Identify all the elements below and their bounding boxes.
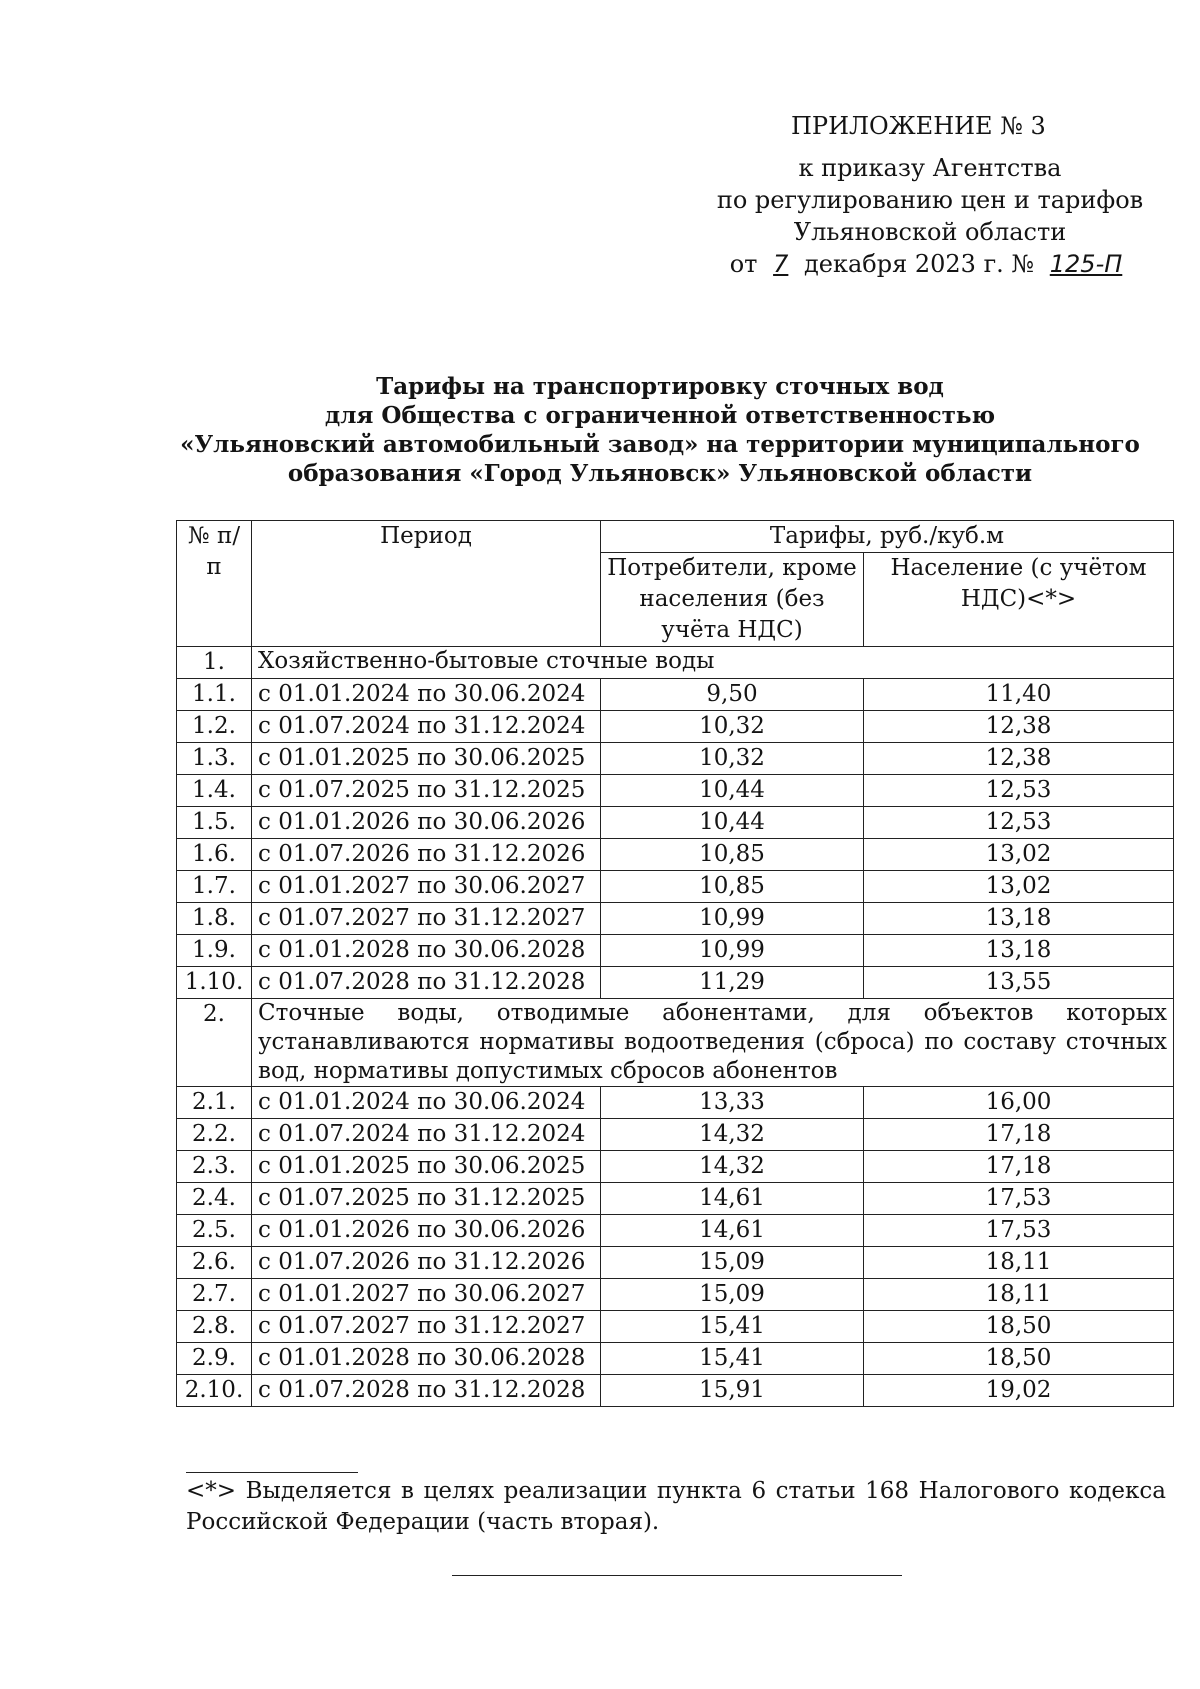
row-number: 1.5.: [177, 807, 252, 839]
row-number: 2.7.: [177, 1279, 252, 1311]
row-period: с 01.01.2026 по 30.06.2026: [252, 807, 601, 839]
tariff-table-body: [177, 521, 1174, 1407]
row-consumers-tariff: 10,32: [601, 711, 864, 743]
row-number: 2.6.: [177, 1247, 252, 1279]
row-number: 1.3.: [177, 743, 252, 775]
row-period: с 01.01.2025 по 30.06.2025: [252, 743, 601, 775]
row-population-tariff: 12,38: [864, 743, 1174, 775]
row-population-tariff: 19,02: [864, 1375, 1174, 1407]
row-period: с 01.07.2026 по 31.12.2026: [252, 839, 601, 871]
table-row: [177, 1247, 1174, 1279]
table-row: [177, 903, 1174, 935]
row-consumers-tariff: 10,32: [601, 743, 864, 775]
title-line-1: Тарифы на транспортировку сточных вод: [376, 373, 944, 400]
section-number: 1.: [177, 647, 252, 679]
row-period: с 01.01.2028 по 30.06.2028: [252, 935, 601, 967]
row-period: с 01.01.2026 по 30.06.2026: [252, 1215, 601, 1247]
row-population-tariff: 13,02: [864, 871, 1174, 903]
row-population-tariff: 13,18: [864, 935, 1174, 967]
row-number: 2.8.: [177, 1311, 252, 1343]
row-consumers-tariff: 15,41: [601, 1311, 864, 1343]
row-period: с 01.07.2024 по 31.12.2024: [252, 711, 601, 743]
table-row: [177, 935, 1174, 967]
row-number: 1.2.: [177, 711, 252, 743]
table-row: [177, 1119, 1174, 1151]
row-number: 2.5.: [177, 1215, 252, 1247]
section-title: Хозяйственно-бытовые сточные воды: [252, 647, 1174, 679]
row-population-tariff: 12,38: [864, 711, 1174, 743]
row-consumers-tariff: 14,61: [601, 1183, 864, 1215]
header-consumers: Потребители, кроме населения (без учёта НДС): [601, 553, 864, 647]
row-population-tariff: 17,18: [864, 1119, 1174, 1151]
row-period: с 01.07.2028 по 31.12.2028: [252, 1375, 601, 1407]
document-title: [160, 372, 1160, 488]
table-row: [177, 807, 1174, 839]
row-population-tariff: 18,11: [864, 1279, 1174, 1311]
row-population-tariff: 13,02: [864, 839, 1174, 871]
handwritten-day: 7: [773, 250, 789, 278]
table-row: [177, 967, 1174, 999]
row-number: 1.9.: [177, 935, 252, 967]
row-number: 2.4.: [177, 1183, 252, 1215]
row-consumers-tariff: 15,91: [601, 1375, 864, 1407]
row-period: с 01.07.2028 по 31.12.2028: [252, 967, 601, 999]
row-number: 2.2.: [177, 1119, 252, 1151]
footnote: <*> Выделяется в целях реализации пункта 6 статьи 168 Налогового кодекса Российской Федерации (часть вторая).: [186, 1478, 1166, 1535]
date-prefix: от: [729, 250, 758, 278]
row-consumers-tariff: 9,50: [601, 679, 864, 711]
appendix-date-line: [700, 248, 1160, 280]
row-population-tariff: 12,53: [864, 807, 1174, 839]
row-population-tariff: 18,50: [864, 1311, 1174, 1343]
table-row: [177, 1343, 1174, 1375]
row-period: с 01.07.2027 по 31.12.2027: [252, 903, 601, 935]
end-divider: [452, 1575, 902, 1576]
footnote-divider: [186, 1472, 358, 1473]
appendix-line-1: к приказу Агентства: [798, 154, 1062, 182]
row-consumers-tariff: 15,41: [601, 1343, 864, 1375]
row-population-tariff: 13,18: [864, 903, 1174, 935]
table-row: [177, 1183, 1174, 1215]
header-population: Население (с учётом НДС)<*>: [864, 553, 1174, 647]
table-row: [177, 1311, 1174, 1343]
title-line-4: образования «Город Ульяновск» Ульяновской области: [287, 460, 1033, 487]
row-period: с 01.07.2027 по 31.12.2027: [252, 1311, 601, 1343]
row-number: 2.3.: [177, 1151, 252, 1183]
row-number: 1.8.: [177, 903, 252, 935]
row-population-tariff: 11,40: [864, 679, 1174, 711]
row-consumers-tariff: 13,33: [601, 1087, 864, 1119]
row-period: с 01.01.2025 по 30.06.2025: [252, 1151, 601, 1183]
row-period: с 01.01.2024 по 30.06.2024: [252, 679, 601, 711]
table-row: [177, 711, 1174, 743]
table-row: [177, 743, 1174, 775]
section-title: Сточные воды, отводимые абонентами, для объектов которых устанавливаются нормативы водоотведения (сброса) по составу сточных вод, нормативы допустимых сбросов абонентов: [252, 999, 1174, 1087]
row-number: 1.7.: [177, 871, 252, 903]
row-population-tariff: 16,00: [864, 1087, 1174, 1119]
row-number: 1.6.: [177, 839, 252, 871]
row-population-tariff: 18,50: [864, 1343, 1174, 1375]
row-number: 1.10.: [177, 967, 252, 999]
tariff-table: [176, 520, 1174, 1407]
row-consumers-tariff: 10,44: [601, 775, 864, 807]
row-consumers-tariff: 10,99: [601, 935, 864, 967]
title-line-2: для Общества с ограниченной ответственностью: [324, 402, 996, 429]
table-row: [177, 839, 1174, 871]
row-consumers-tariff: 14,61: [601, 1215, 864, 1247]
row-population-tariff: 13,55: [864, 967, 1174, 999]
appendix-line-2: по регулированию цен и тарифов: [716, 186, 1144, 214]
row-period: с 01.01.2028 по 30.06.2028: [252, 1343, 601, 1375]
row-consumers-tariff: 14,32: [601, 1119, 864, 1151]
row-consumers-tariff: 10,85: [601, 871, 864, 903]
header-period: Период: [252, 521, 601, 647]
header-num: № п/п: [177, 521, 252, 647]
row-consumers-tariff: 14,32: [601, 1151, 864, 1183]
section-number: 2.: [177, 999, 252, 1087]
row-consumers-tariff: 11,29: [601, 967, 864, 999]
row-population-tariff: 17,53: [864, 1215, 1174, 1247]
section-row: [177, 647, 1174, 679]
row-consumers-tariff: 15,09: [601, 1247, 864, 1279]
table-header-row-1: [177, 521, 1174, 553]
table-row: [177, 679, 1174, 711]
row-period: с 01.07.2025 по 31.12.2025: [252, 1183, 601, 1215]
row-number: 2.1.: [177, 1087, 252, 1119]
row-period: с 01.07.2025 по 31.12.2025: [252, 775, 601, 807]
row-consumers-tariff: 15,09: [601, 1279, 864, 1311]
appendix-header: [700, 110, 1160, 280]
row-consumers-tariff: 10,44: [601, 807, 864, 839]
row-population-tariff: 12,53: [864, 775, 1174, 807]
row-population-tariff: 17,18: [864, 1151, 1174, 1183]
row-number: 2.10.: [177, 1375, 252, 1407]
row-population-tariff: 17,53: [864, 1183, 1174, 1215]
row-period: с 01.01.2027 по 30.06.2027: [252, 1279, 601, 1311]
appendix-title: ПРИЛОЖЕНИЕ № 3: [791, 112, 1046, 140]
row-period: с 01.01.2027 по 30.06.2027: [252, 871, 601, 903]
handwritten-order-number: 125-П: [1049, 250, 1123, 278]
table-row: [177, 775, 1174, 807]
table-row: [177, 1087, 1174, 1119]
table-row: [177, 1279, 1174, 1311]
row-consumers-tariff: 10,85: [601, 839, 864, 871]
row-number: 1.4.: [177, 775, 252, 807]
table-row: [177, 871, 1174, 903]
appendix-line-3: Ульяновской области: [793, 218, 1067, 246]
row-period: с 01.07.2024 по 31.12.2024: [252, 1119, 601, 1151]
table-row: [177, 1151, 1174, 1183]
row-number: 1.1.: [177, 679, 252, 711]
header-tariffs: Тарифы, руб./куб.м: [601, 521, 1174, 553]
table-row: [177, 1215, 1174, 1247]
title-line-3: «Ульяновский автомобильный завод» на территории муниципального: [180, 431, 1140, 458]
table-row: [177, 1375, 1174, 1407]
row-consumers-tariff: 10,99: [601, 903, 864, 935]
row-period: с 01.01.2024 по 30.06.2024: [252, 1087, 601, 1119]
row-number: 2.9.: [177, 1343, 252, 1375]
row-population-tariff: 18,11: [864, 1247, 1174, 1279]
section-row: [177, 999, 1174, 1087]
date-middle: декабря 2023 г. №: [804, 250, 1035, 278]
row-period: с 01.07.2026 по 31.12.2026: [252, 1247, 601, 1279]
